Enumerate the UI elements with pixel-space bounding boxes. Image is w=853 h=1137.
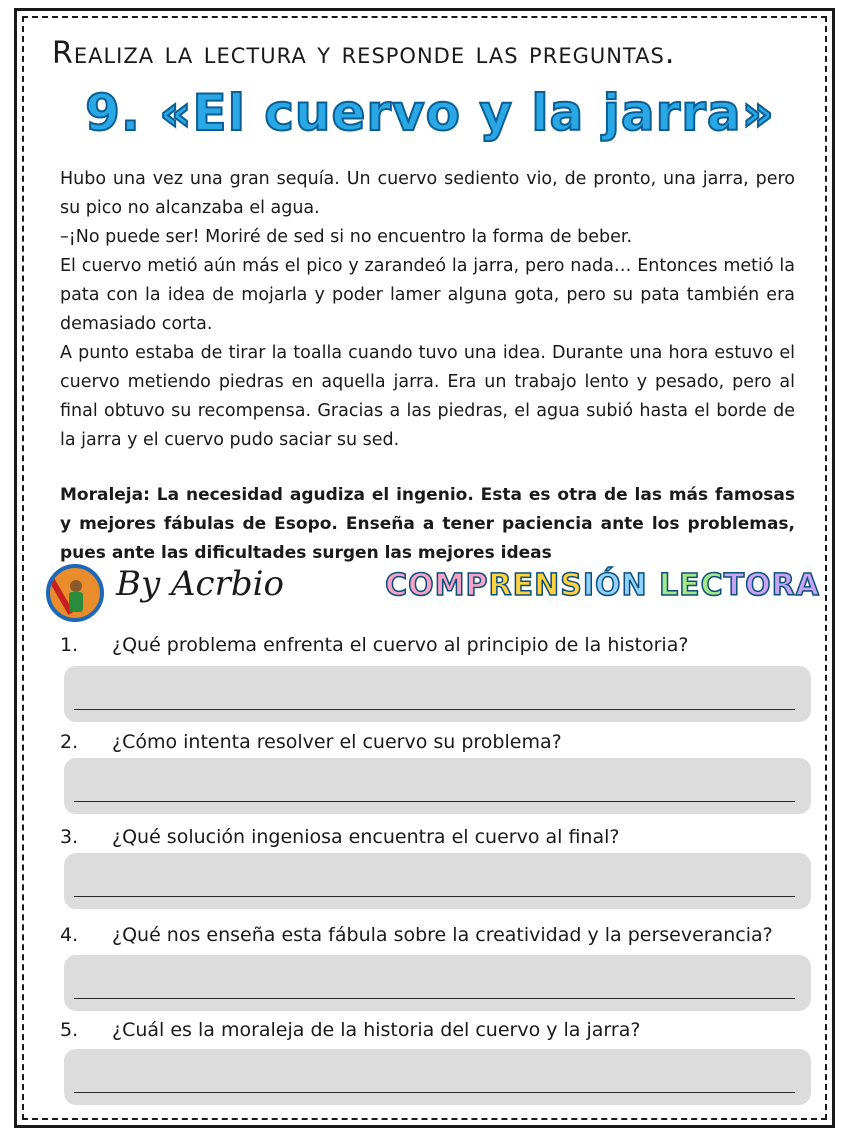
question-text: ¿Qué problema enfrenta el cuervo al principio de la historia? bbox=[112, 634, 689, 656]
answer-line bbox=[74, 896, 795, 897]
question-1 bbox=[60, 634, 688, 656]
story-title: 9. «El cuervo y la jarra» bbox=[85, 84, 775, 142]
label-part: LEC bbox=[659, 568, 724, 603]
story-paragraph: A punto estaba de tirar la toalla cuando tuvo una idea. Durante una hora estuvo el cuervo metiendo piedras en aquella jarra. Era un trabajo lento y pesado, pero al final obtuvo su recompensa. Gracias a las piedras, el agua subió hasta el borde de la jarra y el cuervo pudo saciar su sed. bbox=[60, 343, 795, 450]
story-paragraph: Hubo una vez una gran sequía. Un cuervo sediento vio, de pronto, una jarra, pero su pico no alcanzaba el agua. bbox=[60, 169, 795, 218]
label-part: RENS bbox=[488, 568, 583, 603]
question-2 bbox=[60, 731, 562, 753]
story-paragraph: El cuervo metió aún más el pico y zarandeó la jarra, pero nada… Entonces metió la pata con la idea de mojarla y poder lamer alguna gota, pero su pata también era demasiado corta. bbox=[60, 256, 795, 334]
answer-line bbox=[74, 801, 795, 802]
question-3 bbox=[60, 826, 619, 848]
label-part: IÓN bbox=[582, 568, 660, 603]
question-number: 4. bbox=[60, 924, 79, 946]
question-text: ¿Qué solución ingeniosa encuentra el cuervo al final? bbox=[112, 826, 620, 848]
question-number: 2. bbox=[60, 731, 79, 753]
question-4 bbox=[60, 924, 773, 946]
question-number: 1. bbox=[60, 634, 79, 656]
moral-text: Moraleja: La necesidad agudiza el ingenio. Esta es otra de las más famosas y mejores fábulas de Esopo. Enseña a tener paciencia ante los problemas, pues ante las dificultades surgen las mejores ideas bbox=[60, 485, 795, 563]
answer-field-4[interactable] bbox=[64, 955, 811, 1011]
author-signature: By Acrbio bbox=[116, 564, 284, 604]
question-text: ¿Cómo intenta resolver el cuervo su problema? bbox=[112, 731, 562, 753]
answer-line bbox=[74, 709, 795, 710]
answer-line bbox=[74, 998, 795, 999]
label-part: TORA bbox=[723, 568, 820, 603]
answer-field-3[interactable] bbox=[64, 853, 811, 909]
instruction-heading: Realiza la lectura y responde las preguntas. bbox=[52, 36, 676, 71]
reading-comprehension-label bbox=[384, 568, 820, 603]
story-text bbox=[60, 165, 795, 455]
question-5 bbox=[60, 1019, 640, 1041]
branding-row bbox=[44, 562, 820, 626]
boy-with-pencil-avatar-icon bbox=[46, 564, 104, 622]
label-part: COMP bbox=[385, 568, 489, 603]
question-number: 3. bbox=[60, 826, 79, 848]
question-text: ¿Qué nos enseña esta fábula sobre la creatividad y la perseverancia? bbox=[112, 924, 773, 946]
answer-field-5[interactable] bbox=[64, 1049, 811, 1105]
answer-line bbox=[74, 1092, 795, 1093]
answer-field-1[interactable] bbox=[64, 666, 811, 722]
answer-field-2[interactable] bbox=[64, 758, 811, 814]
story-paragraph: –¡No puede ser! Moriré de sed si no encuentro la forma de beber. bbox=[60, 227, 633, 247]
question-number: 5. bbox=[60, 1019, 79, 1041]
question-text: ¿Cuál es la moraleja de la historia del cuervo y la jarra? bbox=[112, 1019, 641, 1041]
